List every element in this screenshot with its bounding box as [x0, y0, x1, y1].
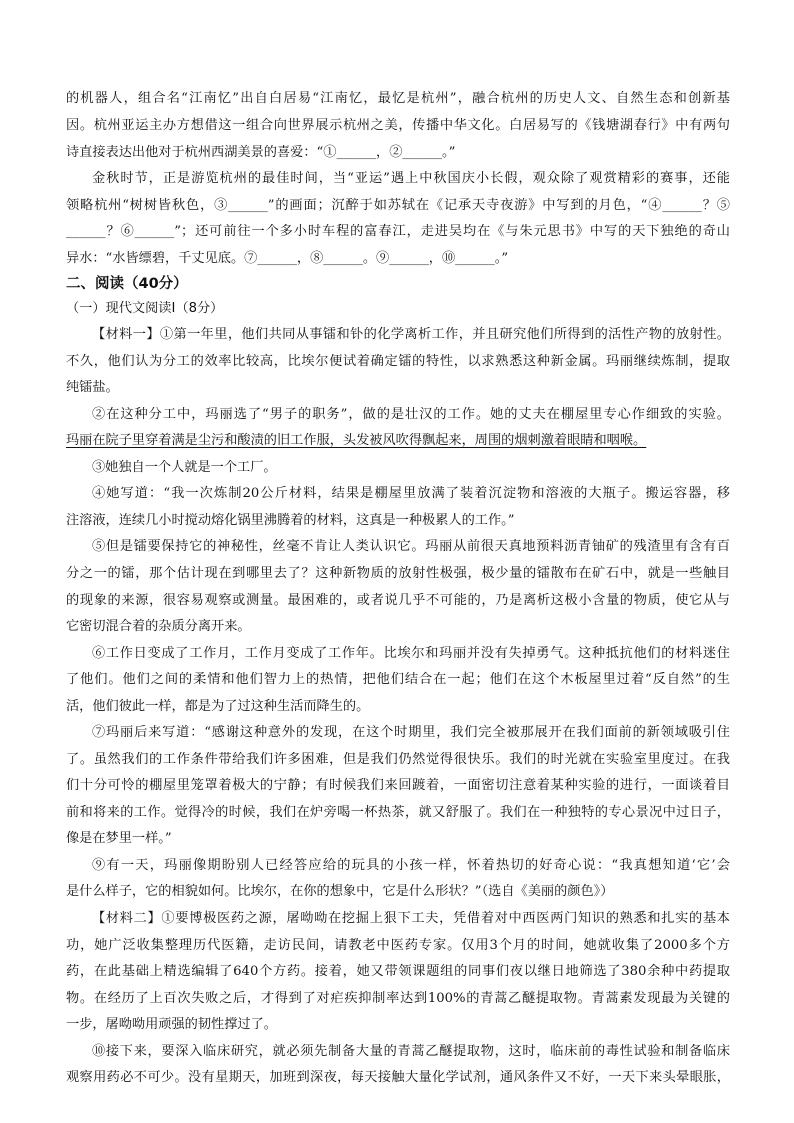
- body-line: ⑤但是镭要保持它的神秘性，丝毫不肯让人类认识它。玛丽从前很天真地预料沥青铀矿的残渣里有含有百: [92, 539, 730, 554]
- body-line: 观察用药必不可少。没有星期天，加班到深夜，每天接触大量化学试剂，通风条件又不好，一天下来头晕眼胀，: [66, 1070, 730, 1085]
- fill-in-line: ______？⑥______”；还可前往一个多小时车程的富春江，走进吴均在《与朱元思书》中写的天下独绝的奇山: [66, 224, 730, 239]
- body-line: 的机器人，组合名“江南忆”出自白居易“江南忆，最忆是杭州”，融合杭州的历史人文、自然生态和创新基: [66, 91, 730, 106]
- section-heading: 二、阅读（40分）: [66, 276, 188, 292]
- body-line: 了他们。他们之间的柔情和他们智力上的热情，把他们结合在一起；他们在这个木板屋里过着“反自然”的生: [66, 672, 730, 687]
- body-line: ⑩接下来，要深入临床研究，就必须先制备大量的青蒿乙醚提取物，这时，临床前的毒性试验和制备临床: [92, 1044, 730, 1059]
- body-line: ⑨有一天，玛丽像期盼别人已经答应给的玩具的小孩一样，怀着热切的好奇心说：“我真想知道‘它’会: [92, 858, 730, 873]
- body-line: 分之一的镭，那个估计现在到哪里去了？这种新物质的放射性极强，极少量的镭散布在矿石中，就是一些触目: [66, 566, 730, 581]
- body-line: 物。在经历了上百次失败之后，才得到了对疟疾抑制率达到100%的青蒿乙醚提取物。青蒿素发现最为关键的: [66, 991, 730, 1006]
- body-line: ⑥工作日变成了工作月，工作月变成了工作年。比埃尔和玛丽并没有失掉勇气。这种抵抗他们的材料迷住: [92, 646, 730, 661]
- body-line: 们十分可怜的棚屋里笼罩着极大的宁静；有时候我们来回踱着，一面密切注意着某种实验的进行，一面谈着目: [66, 778, 730, 793]
- body-line: 不久，他们认为分工的效率比较高，比埃尔便试着确定镭的特性，以求熟悉这种新金属。玛丽继续炼制，提取: [66, 354, 730, 369]
- body-line: ③她独自一个人就是一个工厂。: [92, 460, 277, 475]
- body-line: 了。虽然我们的工作条件带给我们许多困难，但是我们仍然觉得很快乐。我们的时光就在实验室里度过。在我: [66, 752, 730, 767]
- body-line: ④她写道：“我一次炼制20公斤材料，结果是棚屋里放满了装着沉淀物和溶液的大瓶子。搬运容器，移: [92, 486, 730, 501]
- subsection-heading: （一）现代文阅读Ⅰ（8分）: [66, 301, 224, 316]
- body-line: 它密切混合着的杂质分离开来。: [66, 619, 251, 634]
- fill-in-line: 领略杭州“树树皆秋色，③______”的画面；沉醉于如苏轼在《记承天寺夜游》中写到的月色，“④______？⑤: [66, 198, 730, 213]
- body-line: 药，在此基础上精选编辑了640个方药。接着，她又带领课题组的同事们夜以继日地筛选了380余种中药提取: [66, 964, 730, 979]
- fill-in-line: 诗直接表达出他对于杭州西湖美景的喜爱：“①______，②______。”: [66, 145, 456, 160]
- body-line: 纯镭盐。: [66, 380, 119, 395]
- body-line: 是什么样子，它的相貌如何。比埃尔，在你的想象中，它是什么形状？”（选自《美丽的颜色》）: [66, 884, 614, 899]
- body-line: ②在这种分工中，玛丽选了“男子的职务”，做的是壮汉的工作。她的丈夫在棚屋里专心作细致的实验。: [92, 407, 730, 422]
- body-line: 金秋时节，正是游览杭州的最佳时间，当“亚运”遇上中秋国庆小长假，观众除了观赏精彩的赛事，还能: [92, 171, 730, 186]
- body-line: 活，他们彼此一样，都是为了过这种生活而降生的。: [66, 699, 370, 714]
- body-line: 的现象的来源，很容易观察或测量。最困难的，或者说几乎不可能的，乃是离析这极小含量的物质，使它从与: [66, 593, 730, 608]
- body-line: 前和将来的工作。觉得冷的时候，我们在炉旁喝一杯热茶，就又舒服了。我们在一种独特的专心景况中过日子，: [66, 805, 730, 820]
- body-line: 【材料二】①要博极医药之源，屠呦呦在挖掘上狠下工夫，凭借着对中西医两门知识的熟悉和扎实的基本: [92, 911, 730, 926]
- body-line: 像是在梦里一样。”: [66, 831, 172, 846]
- body-line: ⑦玛丽后来写道：“感谢这种意外的发现，在这个时期里，我们完全被那展开在我们面前的新领域吸引住: [92, 725, 730, 740]
- body-line: 因。杭州亚运主办方想借这一组合向世界展示杭州之美，传播中华文化。白居易写的《钱塘湖春行》中有两句: [66, 118, 730, 133]
- body-line: 【材料一】①第一年里，他们共同从事镭和钋的化学离析工作，并且研究他们所得到的活性产物的放射性。: [92, 327, 730, 342]
- body-line: 注溶液，连续几小时搅动熔化锅里沸腾着的材料，这真是一种极累人的工作。”: [66, 513, 515, 528]
- underlined-sentence: 玛丽在院子里穿着满是尘污和酸渍的旧工作服，头发被风吹得飘起来，周围的烟刺激着眼睛和咽喉。: [66, 433, 647, 448]
- fill-in-line: 异水：“水皆缥碧，千丈见底。⑦______，⑧______。⑨______，⑩______。”: [66, 251, 509, 266]
- body-line: 一步，屠呦呦用顽强的韧性撑过了。: [66, 1017, 277, 1032]
- body-line: 功，她广泛收集整理历代医籍，走访民间，请教老中医药专家。仅用3个月的时间，她就收集了2000多个方: [66, 938, 730, 953]
